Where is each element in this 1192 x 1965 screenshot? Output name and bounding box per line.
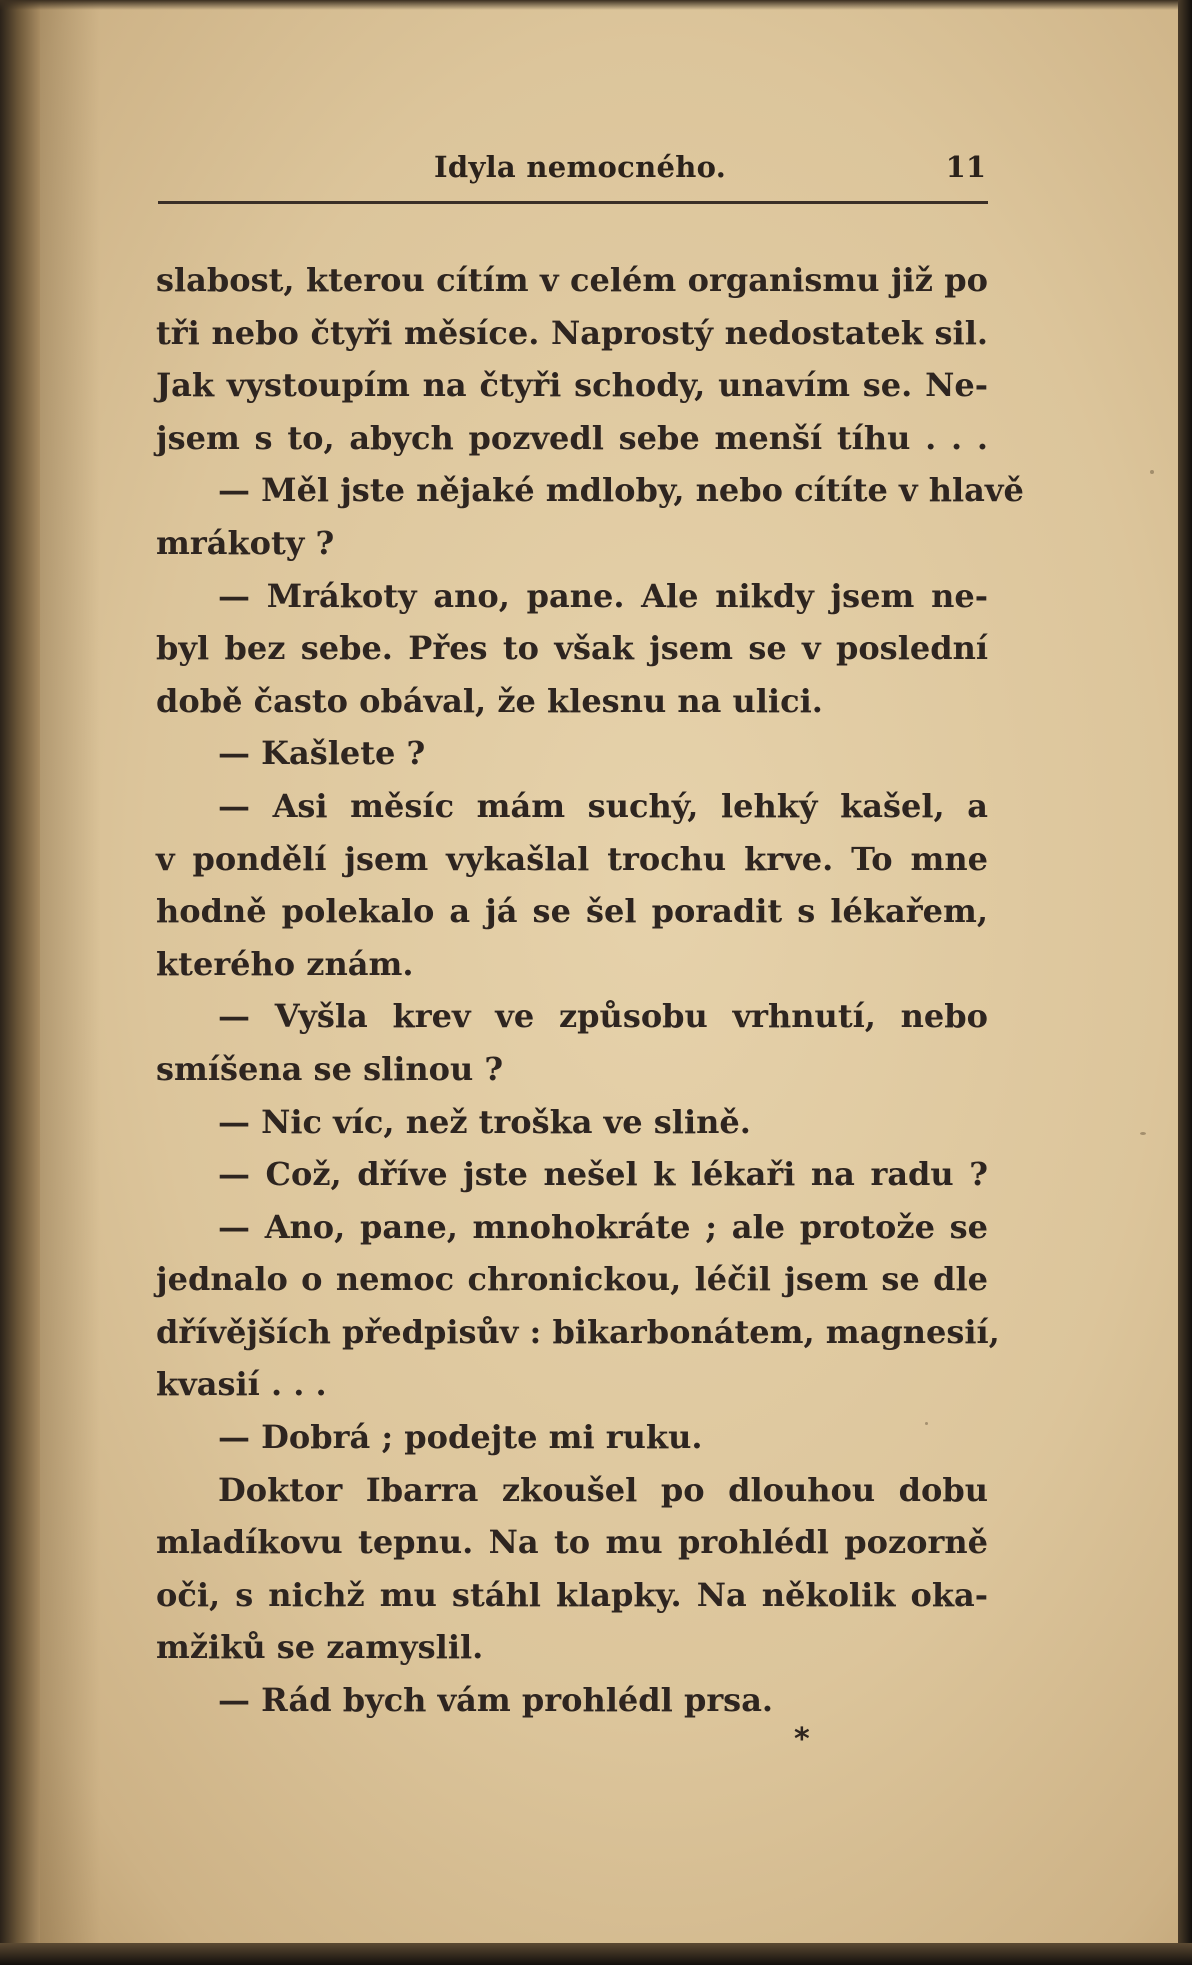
text-line: oči, s nichž mu stáhl klapky. Na několik oka- [156,1575,988,1614]
page-number: 11 [945,150,986,184]
text-line: — Ano, pane, mnohokráte ; ale protože se [218,1207,988,1246]
page-edge-right [1178,0,1192,1965]
paper-speck [1140,1132,1146,1135]
section-ornament: * [794,1722,810,1757]
text-line: mladíkovu tepnu. Na to mu prohlédl pozorně [156,1523,988,1562]
text-line: — Mrákoty ano, pane. Ale nikdy jsem ne- [218,576,988,615]
text-line: — Dobrá ; podejte mi ruku. [218,1418,703,1457]
running-title: Idyla nemocného. [434,150,727,184]
paper-speck [1150,470,1154,474]
running-header [158,150,988,196]
text-line: kvasií . . . [156,1365,327,1404]
text-line: — Rád bych vám prohlédl prsa. [218,1681,774,1720]
text-line: mžiků se zamyslil. [156,1628,484,1667]
text-line: mrákoty ? [156,523,335,562]
text-line: — Vyšla krev ve způsobu vrhnutí, nebo [218,997,988,1036]
page-edge-bottom [0,1943,1192,1965]
text-line: — Asi měsíc mám suchý, lehký kašel, a [218,786,988,825]
spine-shadow [40,0,100,1965]
text-line: byl bez sebe. Přes to však jsem se v poslední [156,629,988,668]
text-line: — Kašlete ? [218,734,426,773]
text-line: době často obával, že klesnu na ulici. [156,681,823,720]
text-line: v pondělí jsem vykašlal trochu krve. To mne [156,839,988,878]
text-line: jednalo o nemoc chronickou, léčil jsem se dle [156,1260,988,1299]
text-line: tři nebo čtyři měsíce. Naprostý nedostatek sil. [156,313,988,352]
text-line: Jak vystoupím na čtyři schody, unavím se. Ne- [156,366,988,405]
header-rule [158,201,988,204]
page-edge-top [0,0,1192,10]
text-line: hodně polekalo a já se šel poradit s lékařem, [156,892,988,931]
text-line: smíšena se slinou ? [156,1049,504,1088]
text-line: kterého znám. [156,944,414,983]
book-spine [0,0,40,1965]
text-line: jsem s to, abych pozvedl sebe menší tíhu . . . [156,418,988,457]
text-line: slabost, kterou cítím v celém organismu již po [156,261,988,299]
text-line: dřívějších předpisův : bikarbonátem, magnesií, [156,1312,1000,1351]
body-text [156,254,1024,1727]
text-line: — Měl jste nějaké mdloby, nebo cítíte v hlavě [218,471,1024,510]
text-line: — Což, dříve jste nešel k lékaři na radu ? [218,1155,988,1194]
text-line: Doktor Ibarra zkoušel po dlouhou dobu [218,1470,988,1509]
text-line: — Nic víc, než troška ve slině. [218,1102,751,1141]
